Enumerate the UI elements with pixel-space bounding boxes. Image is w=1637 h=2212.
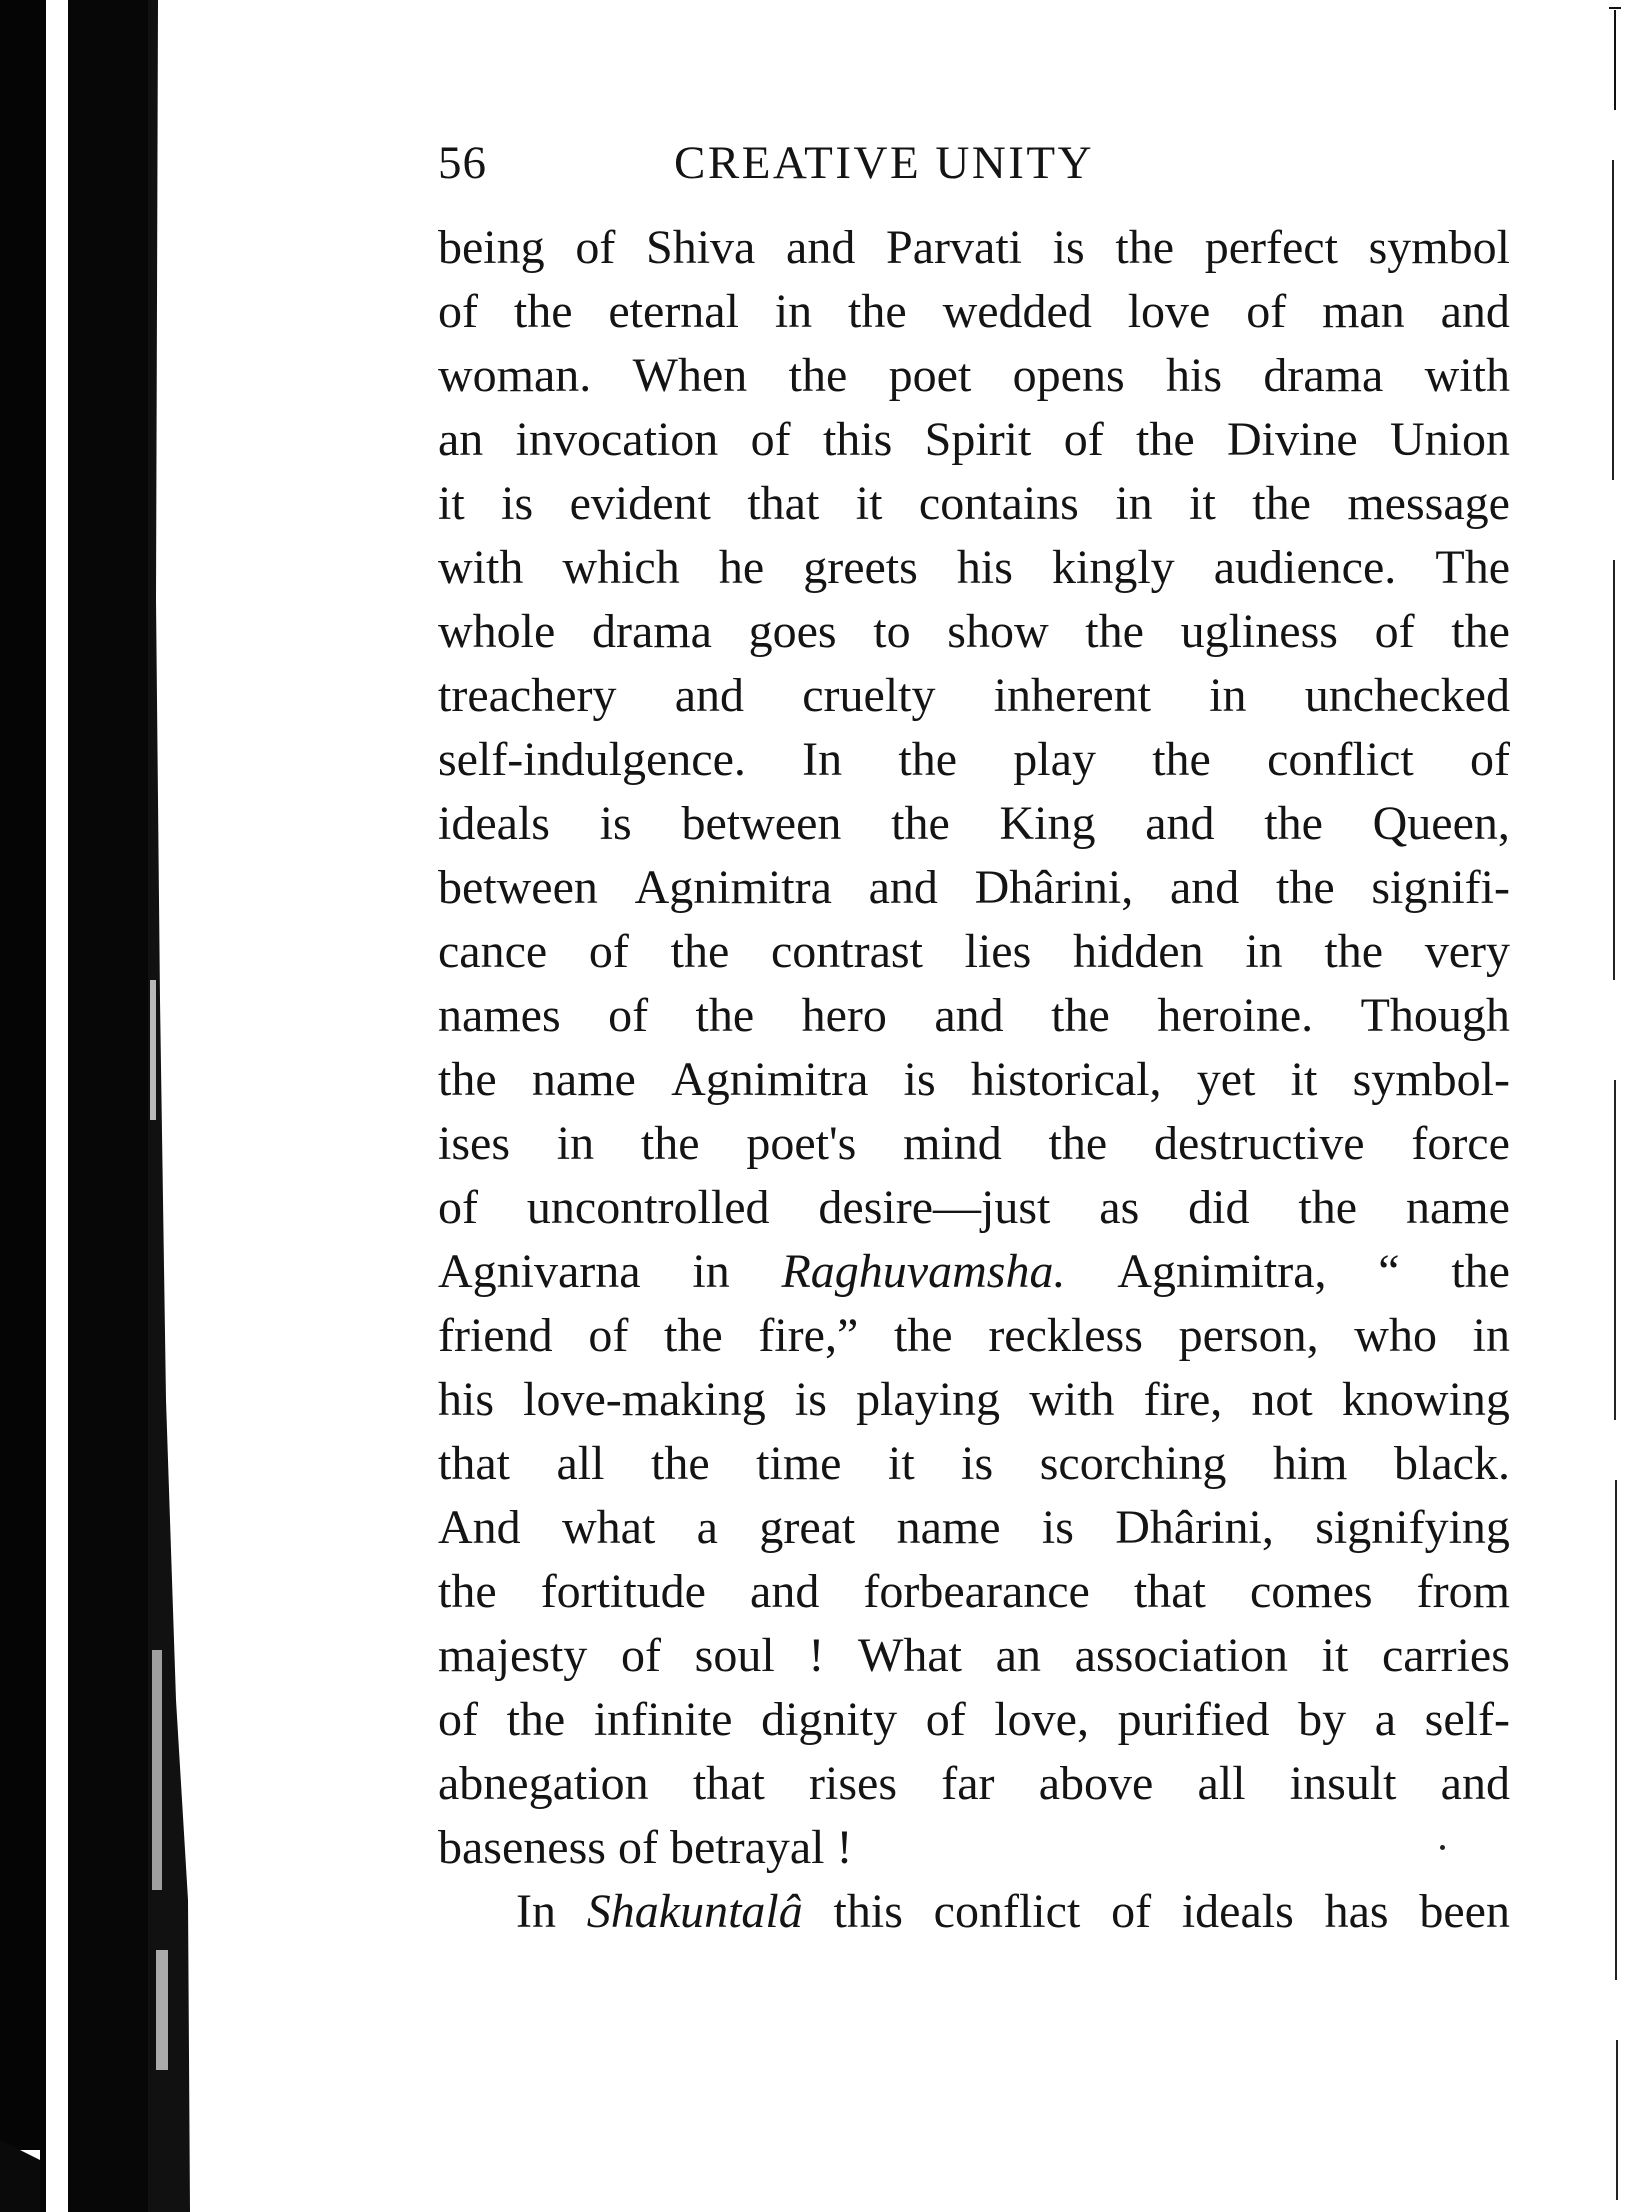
text-line: with which he greets his kingly audience. The xyxy=(438,541,1510,594)
running-title: CREATIVE UNITY xyxy=(674,137,1095,189)
text-line: the name Agnimitra is historical, yet it symbol- xyxy=(438,1053,1510,1106)
text-line: his love-making is playing with fire, not knowing xyxy=(438,1373,1510,1426)
text-line: an invocation of this Spirit of the Divine Union xyxy=(438,413,1510,466)
text-line: cance of the contrast lies hidden in the very xyxy=(438,925,1510,978)
text-line: And what a great name is Dhârini, signifying xyxy=(438,1501,1510,1554)
stray-mark xyxy=(1440,1845,1445,1850)
text-line: abnegation that rises far above all insult and xyxy=(438,1757,1510,1810)
text-line: that all the time it is scorching him black. xyxy=(438,1437,1510,1490)
text-line: it is evident that it contains in it the message xyxy=(438,477,1510,530)
text-line: ises in the poet's mind the destructive force xyxy=(438,1117,1510,1170)
text-line: majesty of soul ! What an association it carries xyxy=(438,1629,1510,1682)
text-line: Agnivarna in Raghuvamsha. Agnimitra, “ the xyxy=(438,1245,1510,1298)
text-line: the fortitude and forbearance that comes from xyxy=(438,1565,1510,1618)
text-line: whole drama goes to show the ugliness of the xyxy=(438,605,1510,658)
text-line: between Agnimitra and Dhârini, and the signifi- xyxy=(438,861,1510,914)
text-line: of uncontrolled desire—just as did the name xyxy=(438,1181,1510,1234)
text-line: names of the hero and the heroine. Though xyxy=(438,989,1510,1042)
body-text xyxy=(438,216,1510,1944)
text-line: woman. When the poet opens his drama with xyxy=(438,349,1510,402)
page-number: 56 xyxy=(438,137,487,189)
text-line: baseness of betrayal ! xyxy=(438,1821,853,1874)
text-line: friend of the fire,” the reckless person, who in xyxy=(438,1309,1510,1362)
text-line: self-indulgence. In the play the conflict of xyxy=(438,733,1510,786)
text-line: of the eternal in the wedded love of man and xyxy=(438,285,1510,338)
text-line: In Shakuntalâ this conflict of ideals has been xyxy=(516,1885,1510,1938)
text-line: being of Shiva and Parvati is the perfect symbol xyxy=(438,221,1510,274)
page-edge-rule xyxy=(1577,0,1637,2212)
text-line: treachery and cruelty inherent in unchecked xyxy=(438,669,1510,722)
running-head xyxy=(438,130,1510,196)
book-page xyxy=(438,130,1510,1944)
text-line: of the infinite dignity of love, purified by a self- xyxy=(438,1693,1510,1746)
binding-shadow xyxy=(0,0,190,2212)
text-line: ideals is between the King and the Queen, xyxy=(438,797,1510,850)
